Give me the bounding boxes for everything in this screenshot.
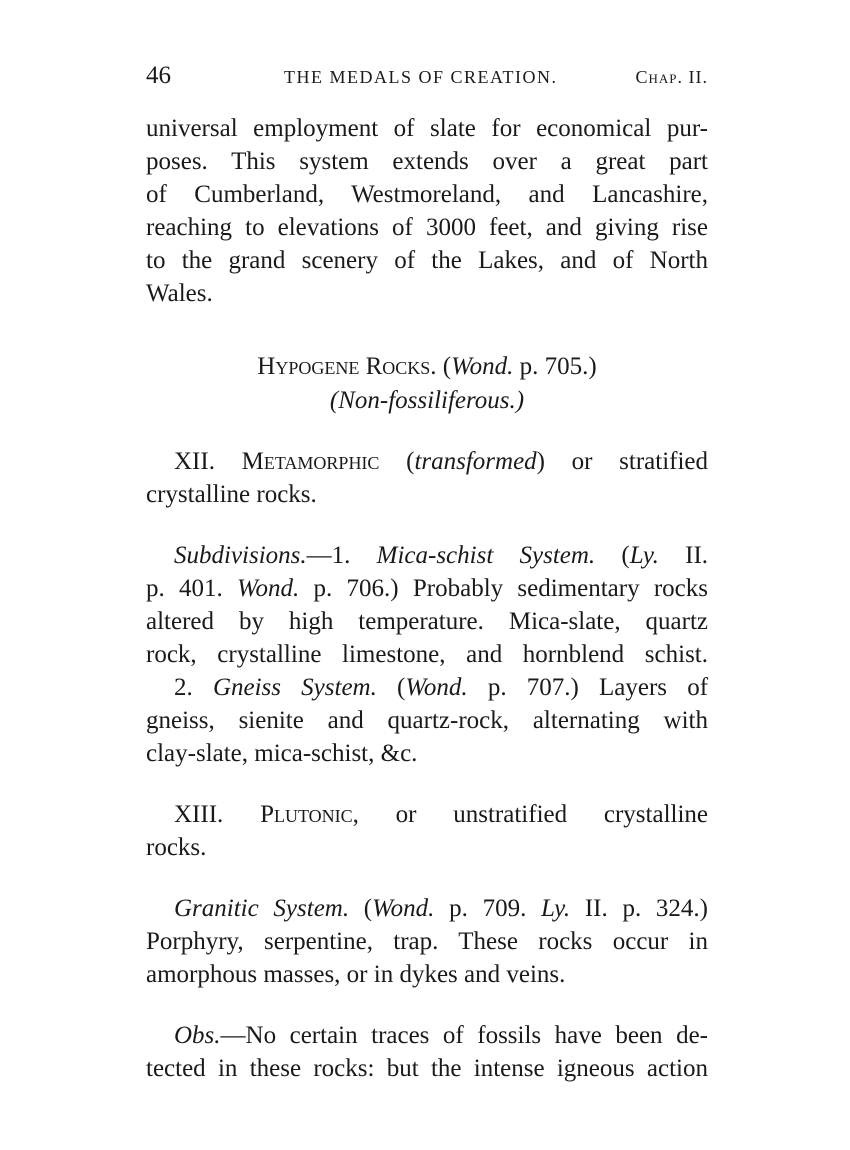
text-line: crystalline rocks. (146, 481, 317, 508)
running-header (146, 62, 708, 92)
text-line: gneiss, sienite and quartz-rock, alternating with (146, 707, 708, 734)
text-line: Obs.—No certain traces of fossils have been de- (174, 1022, 708, 1049)
section-heading: Hypogene Rocks. (Wond. p. 705.) (257, 353, 597, 380)
text-line: Subdivisions.—1. Mica-schist System. (Ly. II. (174, 542, 709, 569)
text-line: of Cumberland, Westmoreland, and Lancashire, (146, 181, 708, 208)
text-line: Wales. (146, 280, 213, 307)
granitic-paragraph (146, 892, 708, 991)
running-title: THE MEDALS OF CREATION. (284, 67, 558, 87)
text-line: clay-slate, mica-schist, &c. (146, 740, 418, 767)
text-line: Granitic System. (Wond. p. 709. Ly. II. p. 324.) (174, 895, 708, 922)
text-line: 2. Gneiss System. (Wond. p. 707.) Layers of (174, 674, 709, 701)
paragraph-slate (146, 112, 708, 310)
subdivisions-paragraph (146, 539, 708, 770)
text-line: reaching to elevations of 3000 feet, and giving rise (146, 214, 708, 241)
heading-main: Hypogene Rocks. (257, 353, 437, 380)
section-subheading: (Non-fossiliferous.) (329, 387, 525, 414)
text-line: p. 401. Wond. p. 706.) Probably sedimentary rocks (146, 575, 708, 602)
class-xiii-paragraph (146, 798, 708, 864)
text-line: XII. Metamorphic (transformed) or stratified (174, 448, 709, 475)
page-number: 46 (146, 62, 171, 89)
obs-paragraph (146, 1019, 708, 1085)
text-line: tected in these rocks: but the intense igneous action (146, 1055, 708, 1082)
page-body (146, 112, 708, 1085)
chapter-label: Chap. II. (635, 67, 708, 87)
text-line: universal employment of slate for economical pur- (146, 115, 708, 142)
text-line: poses. This system extends over a great part (146, 148, 708, 175)
text-line: rocks. (146, 834, 207, 861)
text-line: Porphyry, serpentine, trap. These rocks occur in (146, 928, 708, 955)
text-line: amorphous masses, or in dykes and veins. (146, 961, 566, 988)
text-line: XIII. Plutonic, or unstratified crystalline (174, 801, 709, 828)
text-line: rock, crystalline limestone, and hornblend schist. (146, 641, 708, 668)
heading-ref-source: Wond. (451, 353, 514, 380)
text-line: to the grand scenery of the Lakes, and of North (146, 247, 708, 274)
text-line: altered by high temperature. Mica-slate, quartz (146, 608, 708, 635)
class-xii-paragraph (146, 445, 708, 511)
